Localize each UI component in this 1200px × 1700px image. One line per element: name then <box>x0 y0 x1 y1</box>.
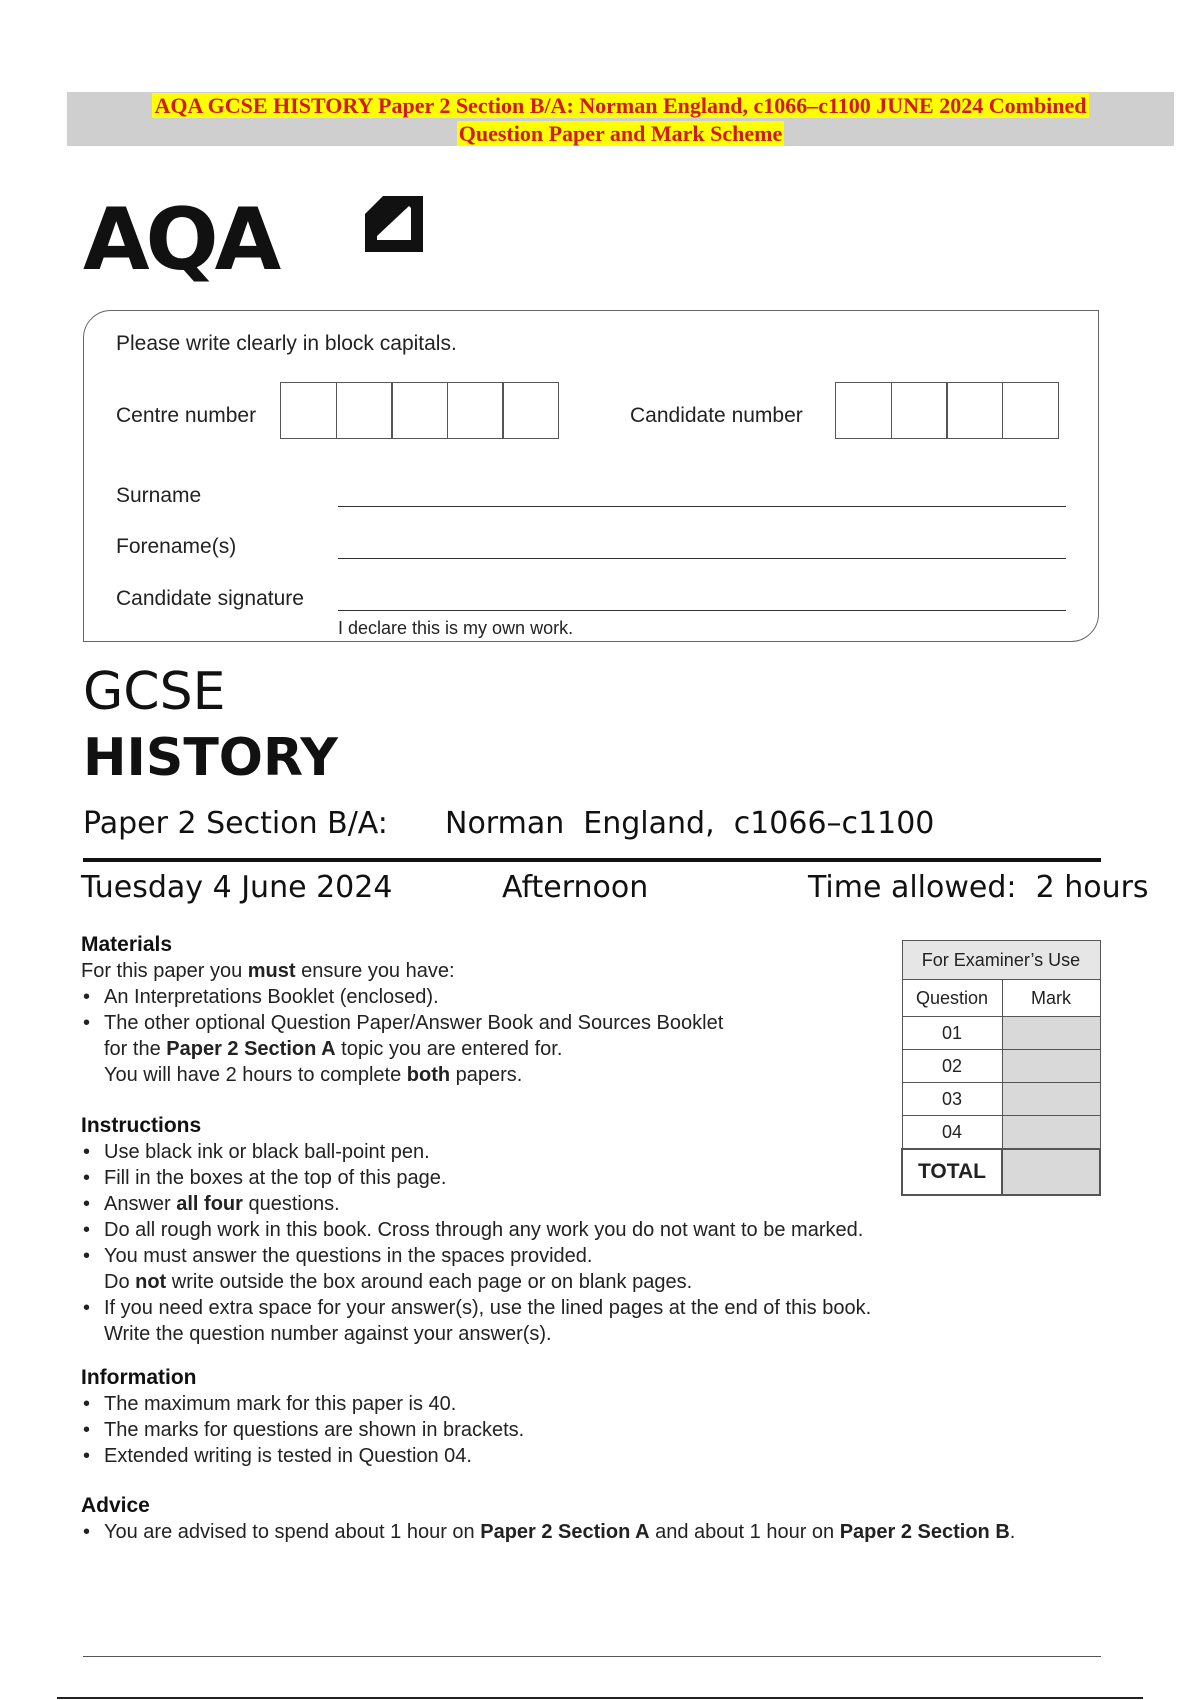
block-capitals-instruction: Please write clearly in block capitals. <box>116 332 457 355</box>
instructions-item: • Do all rough work in this book. Cross through any work you do not want to be marked. <box>81 1217 981 1243</box>
signature-field[interactable] <box>338 610 1066 611</box>
instructions-item: • Answer all four questions. <box>81 1191 981 1217</box>
advice-heading: Advice <box>81 1494 150 1517</box>
exam-session: Afternoon <box>502 870 649 905</box>
page-bottom-border <box>57 1697 1143 1699</box>
surname-label: Surname <box>116 484 202 507</box>
footer-divider <box>83 1656 1101 1657</box>
instructions-item: • If you need extra space for your answer(s), use the lined pages at the end of this book. Write the question number against your answer(s). <box>81 1295 981 1347</box>
information-heading: Information <box>81 1366 197 1389</box>
centre-number-field[interactable] <box>280 382 559 439</box>
total-mark-cell <box>1002 1149 1100 1195</box>
materials-heading: Materials <box>81 933 173 956</box>
title-divider <box>83 858 1101 862</box>
candidate-number-field[interactable] <box>835 382 1059 439</box>
centre-number-cell[interactable] <box>447 382 504 439</box>
information-section <box>81 1365 981 1469</box>
materials-section <box>81 932 881 1088</box>
question-number: 02 <box>902 1050 1002 1083</box>
forename-label: Forename(s) <box>116 535 237 558</box>
qualification-title: GCSE <box>83 662 226 722</box>
question-number: 04 <box>902 1116 1002 1150</box>
candidate-number-cell[interactable] <box>835 382 892 439</box>
instructions-section <box>81 1113 981 1347</box>
candidate-number-cell[interactable] <box>891 382 948 439</box>
paper-topic: Norman England, c1066–c1100 <box>445 806 935 841</box>
centre-number-cell[interactable] <box>336 382 393 439</box>
examiner-use-table <box>901 940 1101 1196</box>
mark-cell <box>1002 1116 1100 1150</box>
surname-field[interactable] <box>338 506 1066 507</box>
centre-number-cell[interactable] <box>502 382 559 439</box>
candidate-number-cell[interactable] <box>946 382 1003 439</box>
examiner-table-title: For Examiner’s Use <box>902 941 1100 980</box>
aqa-logo-text: AQA <box>83 190 278 290</box>
question-number: 03 <box>902 1083 1002 1116</box>
information-item: • The maximum mark for this paper is 40. <box>81 1391 981 1417</box>
forename-field[interactable] <box>338 558 1066 559</box>
advice-section <box>81 1493 1161 1545</box>
aqa-logo <box>83 190 353 290</box>
exam-date: Tuesday 4 June 2024 <box>81 870 393 905</box>
information-item: • The marks for questions are shown in brackets. <box>81 1417 981 1443</box>
total-label: TOTAL <box>902 1149 1002 1195</box>
question-column-header: Question <box>902 980 1002 1017</box>
instructions-item: • Fill in the boxes at the top of this page. <box>81 1165 981 1191</box>
banner-line-2: Question Paper and Mark Scheme <box>458 121 783 146</box>
information-item: • Extended writing is tested in Question 04. <box>81 1443 981 1469</box>
declaration-text: I declare this is my own work. <box>338 618 574 638</box>
subject-title: HISTORY <box>83 728 338 788</box>
mark-column-header: Mark <box>1002 980 1100 1017</box>
aqa-logo-icon <box>283 192 431 262</box>
centre-number-cell[interactable] <box>391 382 448 439</box>
advice-item: • You are advised to spend about 1 hour on Paper 2 Section A and about 1 hour on Paper 2 Section B. <box>81 1519 1161 1545</box>
banner-line-1: AQA GCSE HISTORY Paper 2 Section B/A: Norman England, c1066–c1100 JUNE 2024 Combined <box>154 93 1087 118</box>
time-allowed: Time allowed: 2 hours <box>808 870 1149 905</box>
mark-cell <box>1002 1083 1100 1116</box>
paper-label: Paper 2 Section B/A: <box>83 806 388 841</box>
candidate-number-cell[interactable] <box>1002 382 1059 439</box>
centre-number-cell[interactable] <box>280 382 337 439</box>
instructions-heading: Instructions <box>81 1114 202 1137</box>
mark-cell <box>1002 1017 1100 1050</box>
instructions-item: • You must answer the questions in the spaces provided. Do not write outside the box around each page or on blank pages. <box>81 1243 981 1295</box>
materials-item: • The other optional Question Paper/Answer Book and Sources Booklet for the Paper 2 Section A topic you are entered for. You will have 2 hours to complete both papers. <box>81 1010 881 1088</box>
document-banner <box>67 92 1174 146</box>
materials-intro: For this paper you must ensure you have: <box>81 960 455 982</box>
mark-cell <box>1002 1050 1100 1083</box>
candidate-number-label: Candidate number <box>630 404 803 427</box>
centre-number-label: Centre number <box>116 404 257 427</box>
question-number: 01 <box>902 1017 1002 1050</box>
instructions-item: • Use black ink or black ball-point pen. <box>81 1139 981 1165</box>
materials-item: • An Interpretations Booklet (enclosed). <box>81 984 881 1010</box>
signature-label: Candidate signature <box>116 587 304 610</box>
